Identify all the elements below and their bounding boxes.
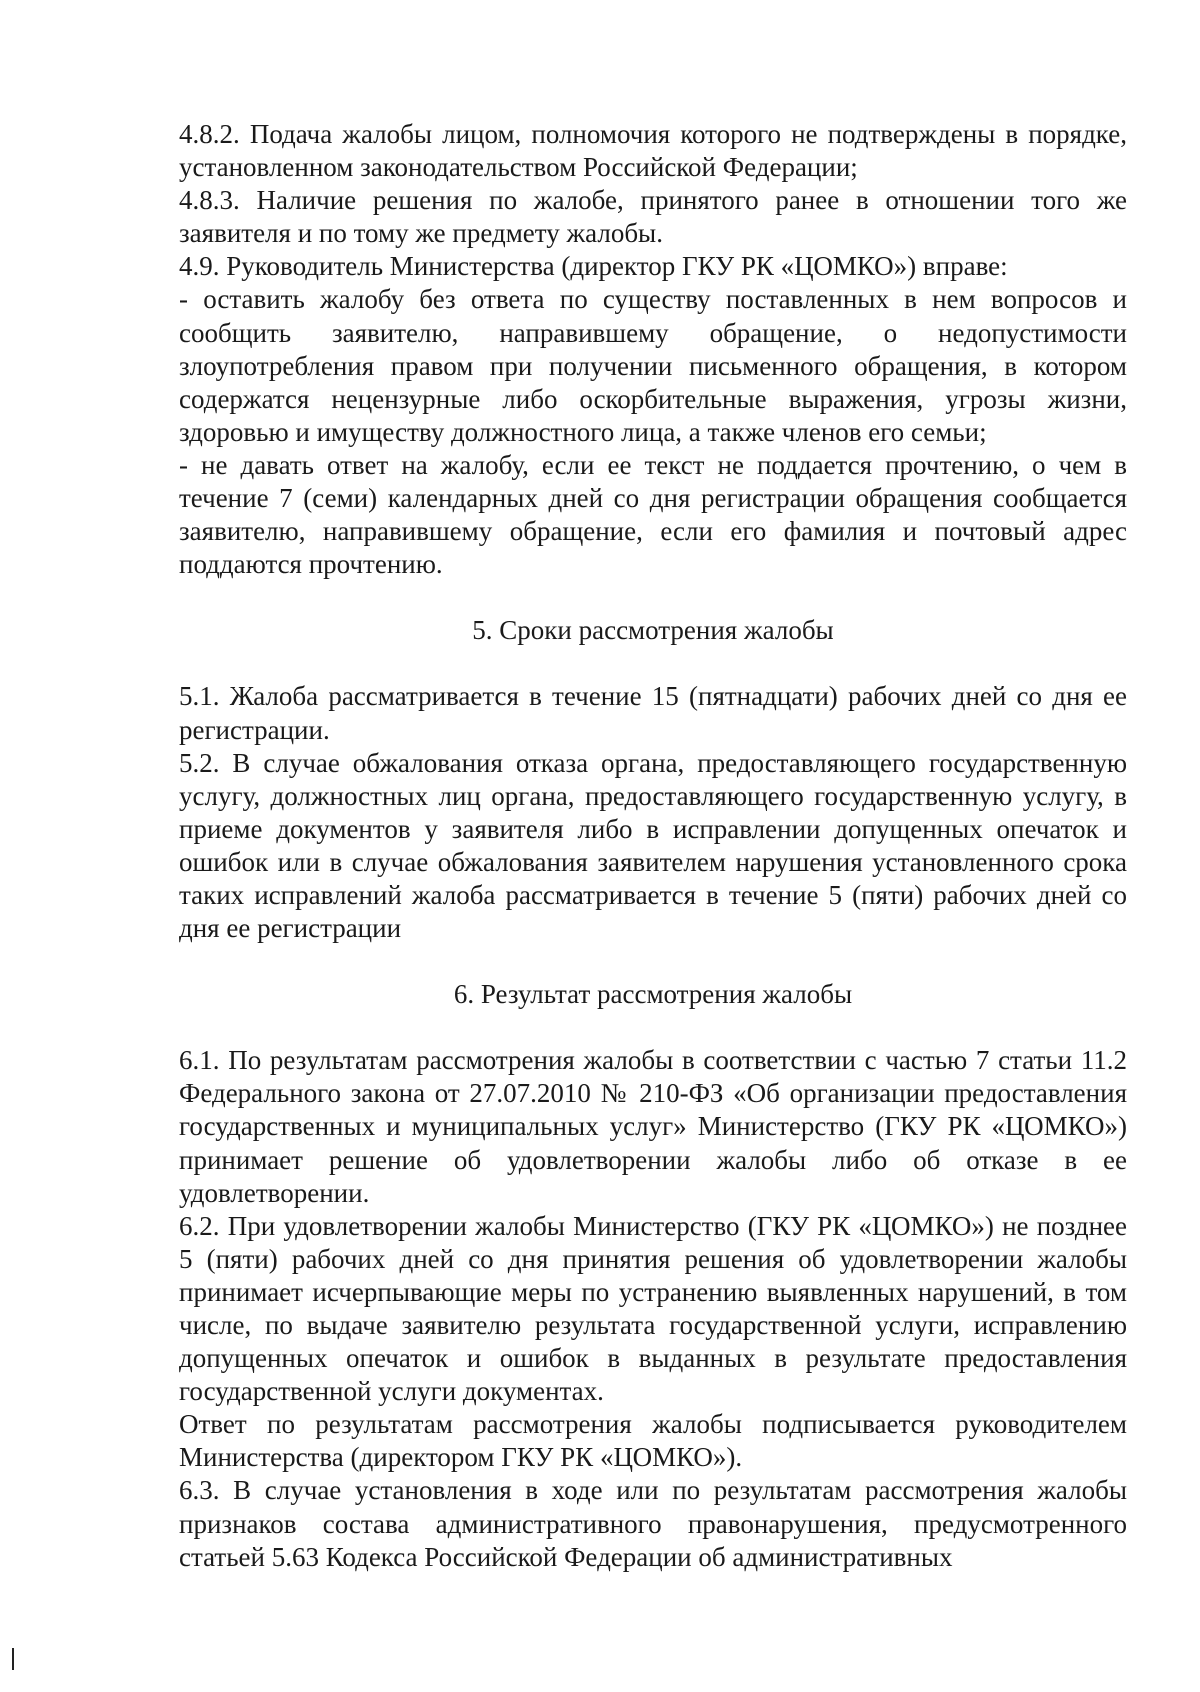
paragraph-4-9-item-2: - не давать ответ на жалобу, если ее текст не поддается прочтению, о чем в течение 7 (семи) календарных дней со дня регистрации обращения сообщается заявителю, направившему обращение, если его фамилия и почтовый адрес поддаются прочтению.	[179, 449, 1127, 580]
scan-edge-mark	[12, 1648, 14, 1670]
paragraph-6-2-answer: Ответ по результатам рассмотрения жалобы подписывается руководителем Министерства (директором ГКУ РК «ЦОМКО»).	[179, 1409, 1127, 1473]
document-body	[179, 118, 1127, 1574]
paragraph-4-9: 4.9. Руководитель Министерства (директор ГКУ РК «ЦОМКО») вправе:	[179, 251, 1008, 282]
paragraph-6-2: 6.2. При удовлетворении жалобы Министерство (ГКУ РК «ЦОМКО») не позднее 5 (пяти) рабочих дней со дня принятия решения об удовлетворении жалобы принимает исчерпывающие меры по устранению выявленных нарушений, в том числе, по выдаче заявителю результата государственной услуги, исправлению допущенных опечаток и ошибок в выданных в результате предоставления государственной услуги документах.	[179, 1210, 1127, 1407]
paragraph-4-8-2: 4.8.2. Подача жалобы лицом, полномочия которого не подтверждены в порядке, установленном законодательством Российской Федерации;	[179, 119, 1127, 183]
paragraph-6-1: 6.1. По результатам рассмотрения жалобы в соответствии с частью 7 статьи 11.2 Федерального закона от 27.07.2010 № 210-ФЗ «Об организации предоставления государственных и муниципальных услуг» Министерство (ГКУ РК «ЦОМКО») принимает решение об удовлетворении жалобы либо об отказе в ее удовлетворении.	[179, 1045, 1127, 1208]
section-6-heading: 6. Результат рассмотрения жалобы	[453, 979, 853, 1010]
paragraph-5-1: 5.1. Жалоба рассматривается в течение 15 (пятнадцати) рабочих дней со дня ее регистрации.	[179, 681, 1127, 745]
paragraph-4-9-item-1: - оставить жалобу без ответа по существу поставленных в нем вопросов и сообщить заявителю, направившему обращение, о недопустимости злоупотребления правом при получении письменного обращения, в котором содержатся нецензурные либо оскорбительные выражения, угрозы жизни, здоровью и имуществу должностного лица, а также членов его семьи;	[179, 284, 1127, 447]
paragraph-6-3: 6.3. В случае установления в ходе или по результатам рассмотрения жалобы признаков состава административного правонарушения, предусмотренного статьей 5.63 Кодекса Российской Федерации об административных	[179, 1475, 1127, 1572]
section-5-heading: 5. Сроки рассмотрения жалобы	[472, 615, 834, 646]
paragraph-5-2: 5.2. В случае обжалования отказа органа, предоставляющего государственную услугу, должностных лиц органа, предоставляющего государственную услугу, в приеме документов у заявителя либо в исправлении допущенных опечаток и ошибок или в случае обжалования заявителем нарушения установленного срока таких исправлений жалоба рассматривается в течение 5 (пяти) рабочих дней со дня ее регистрации	[179, 747, 1127, 944]
paragraph-4-8-3: 4.8.3. Наличие решения по жалобе, принятого ранее в отношении того же заявителя и по тому же предмету жалобы.	[179, 185, 1127, 249]
